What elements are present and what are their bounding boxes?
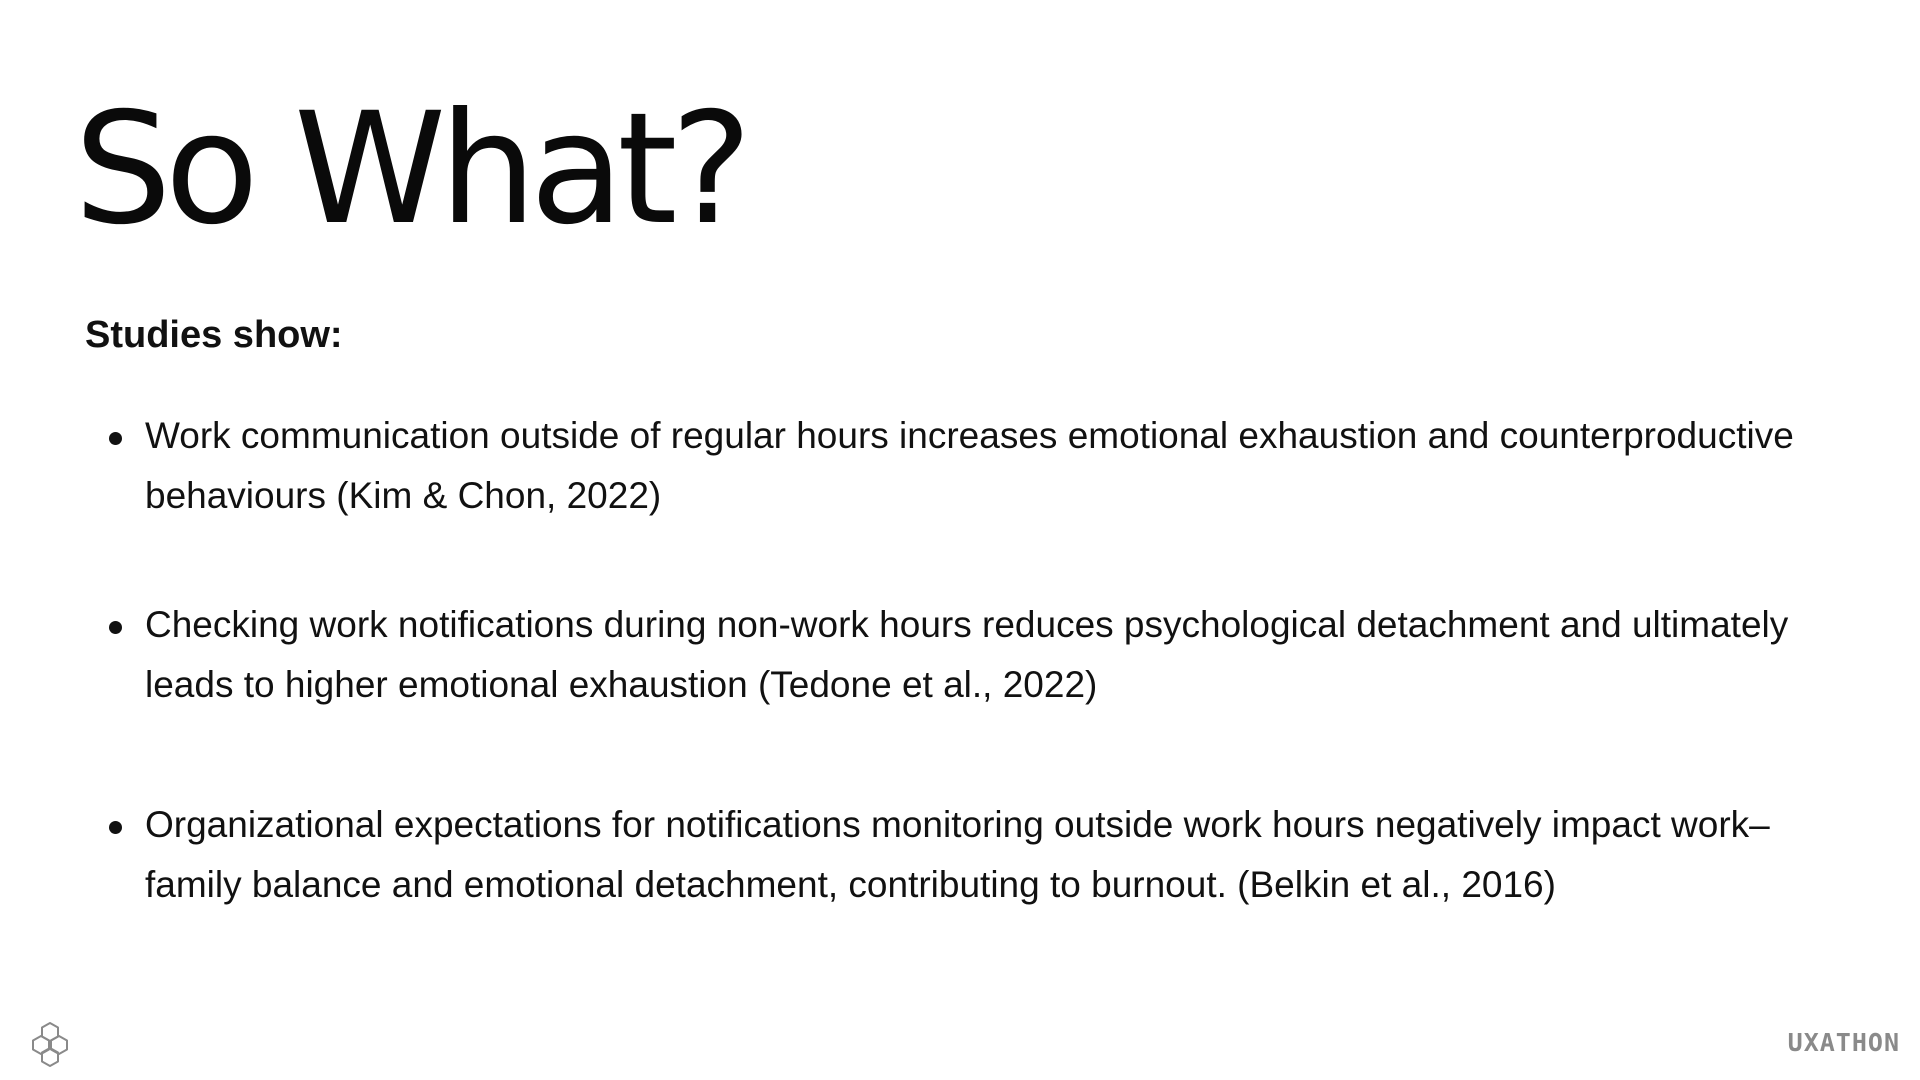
bullet-dot-icon	[100, 595, 145, 715]
slide-title: So What?	[74, 80, 746, 259]
brand-wordmark: UXATHON	[1787, 1028, 1900, 1057]
bullet-dot-icon	[100, 406, 145, 526]
hexagon-cluster-icon	[28, 1020, 72, 1068]
slide-subtitle: Studies show:	[85, 314, 343, 356]
bullet-text: Checking work notifications during non-work hours reduces psychological detachment and ultimately leads to higher emotional exhaustion (Tedone et al., 2022)	[145, 604, 1789, 705]
bullet-item	[100, 595, 1800, 715]
bullet-dot-icon	[100, 795, 145, 915]
bullet-text: Organizational expectations for notifications monitoring outside work hours negatively impact work–family balance and emotional detachment, contributing to burnout. (Belkin et al., 2016)	[145, 804, 1770, 905]
bullet-item	[100, 406, 1800, 526]
bullet-item	[100, 795, 1800, 915]
bullet-text: Work communication outside of regular hours increases emotional exhaustion and counterproductive behaviours (Kim & Chon, 2022)	[145, 415, 1794, 516]
